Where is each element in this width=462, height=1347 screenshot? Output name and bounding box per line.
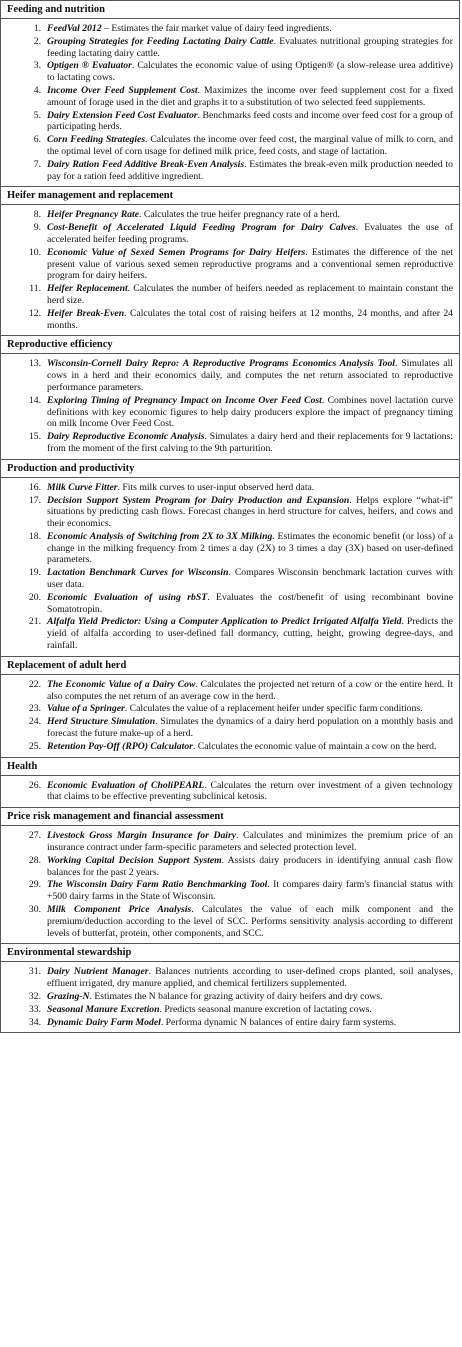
item-text: [47, 134, 453, 158]
tool-title: Dairy Extension Feed Cost Evaluator: [47, 109, 198, 121]
tool-title: Alfalfa Yield Predictor: Using a Computer Application to Predict Irrigated Alfalfa Yield: [47, 616, 402, 628]
tool-title: Milk Curve Fitter: [47, 481, 118, 493]
tool-description: . Simulates a dairy herd and their replacements for 9 lactations: from the moment of the first calving to the 9th parturition.: [47, 431, 453, 454]
tool-title: Dynamic Dairy Farm Model: [47, 1016, 161, 1028]
tool-title: Heifer Pregnancy Rate: [47, 209, 140, 221]
list-item: [7, 966, 453, 990]
item-text: [47, 531, 453, 566]
item-text: [47, 879, 453, 903]
item-number: 9.: [33, 222, 41, 234]
tool-description: . Evaluates nutritional grouping strategies for feeding lactating dairy cattle.: [47, 35, 454, 59]
list-item: [7, 780, 453, 804]
item-number: 14.: [28, 394, 41, 406]
list-item: [7, 716, 453, 740]
tool-description: . Balances nutrients according to user-defined crops planted, soil analyses, effluent irrigated, dry manure applied, and chemical fertilizers supplemented.: [47, 966, 453, 990]
tool-title: Dairy Reproductive Economic Analysis: [47, 431, 205, 443]
item-number: 7.: [33, 158, 41, 170]
tool-title: Economic Evaluation of CholiPEARL: [47, 779, 205, 791]
item-text: [47, 247, 453, 282]
section-body: [1, 675, 459, 757]
tool-title: Exploring Timing of Pregnancy Impact on Income Over Feed Cost: [47, 394, 322, 406]
item-number: 22.: [28, 678, 41, 690]
tool-title: Value of a Springer: [47, 703, 125, 715]
item-text: [47, 209, 453, 221]
tool-description: . Calculates the number of heifers needed as replacement to maintain constant the herd size.: [47, 283, 453, 306]
item-number: 23.: [28, 703, 41, 715]
list-item: [7, 855, 453, 879]
section-heading: Replacement of adult herd: [1, 656, 459, 675]
tool-description: . Estimates the difference of the net present value of various sexed semen reproductive programs and a conventional semen reproductive program for dairy heifers.: [47, 246, 453, 282]
item-number: 33.: [28, 1003, 41, 1015]
tool-title: Heifer Replacement: [47, 283, 128, 295]
item-number: 5.: [33, 109, 41, 121]
tool-description: . Calculates the income over feed cost, the marginal value of milk to corn, and the optimal level of corn usage for defined milk price, feed costs, and stage of lactation.: [47, 134, 453, 157]
section-heading: Production and productivity: [1, 459, 459, 478]
list-item: [7, 85, 453, 109]
tool-title: Grouping Strategies for Feeding Lactating Dairy Cattle: [47, 35, 274, 47]
item-number: 32.: [28, 991, 41, 1002]
tool-title: Corn Feeding Strategies: [47, 134, 146, 146]
tool-description: – Estimates the fair market value of dairy feed ingredients.: [101, 23, 332, 34]
item-text: [47, 741, 453, 753]
tool-title: The Wisconsin Dairy Farm Ratio Benchmarking Tool: [47, 879, 268, 891]
tool-description: . Simulates all cows in a herd and their economics daily, and computes the net return associated to reproductive performance parameters.: [47, 358, 453, 393]
tool-title: Livestock Gross Margin Insurance for Dairy: [47, 830, 237, 842]
item-number: 24.: [28, 716, 41, 728]
item-text: [47, 592, 453, 616]
tool-description: . Calculates the true heifer pregnancy rate of a herd.: [139, 209, 340, 221]
item-text: [47, 966, 453, 990]
tool-description: . It compares dairy farm's financial status with +500 dairy farms in the State of Wisconsin.: [47, 879, 453, 903]
tool-description: . Estimates the economic benefit (or loss) of a change in the milking frequency from 2 times a day (2X) to 3 times a day (3X) based on user-defined parameters.: [47, 530, 453, 566]
tool-title: FeedVal 2012: [47, 23, 102, 34]
tool-title: Wisconsin-Cornell Dairy Repro: A Reproductive Programs Economics Analysis Tool: [47, 358, 395, 370]
section-heading: Environmental stewardship: [1, 943, 459, 962]
tool-description: . Calculates the economic value of using Optigen® (a slow-release urea additive) to lactating cows.: [47, 60, 454, 84]
item-text: [47, 308, 453, 332]
item-number: 18.: [28, 530, 41, 542]
item-text: [47, 60, 453, 84]
tool-description: . Calculates the projected net return of a cow or the entire herd. It also computes the net return of an average cow in the herd.: [47, 678, 453, 702]
list-item: [7, 703, 453, 715]
item-text: [47, 1004, 453, 1016]
tool-title: Working Capital Decision Support System: [47, 854, 222, 866]
item-number: 29.: [28, 879, 41, 891]
tool-title: Milk Component Price Analysis: [47, 904, 192, 916]
list-item: [7, 431, 453, 455]
tool-description: . Calculates the economic value of maintain a cow on the herd.: [192, 740, 437, 752]
section-body: [1, 478, 459, 656]
tool-title: Income Over Feed Supplement Cost: [47, 84, 198, 96]
item-text: [47, 222, 453, 246]
section-body: [1, 205, 459, 335]
item-text: [47, 358, 453, 393]
tool-title: Grazing-N: [47, 991, 90, 1002]
tool-description: . Predicts the yield of alfalfa according to user-defined fall dormancy, cutting, height, growing degree-days, and rainfall.: [47, 616, 453, 652]
item-text: [47, 395, 453, 430]
item-number: 31.: [28, 966, 41, 978]
item-number: 15.: [28, 431, 41, 443]
list-item: [7, 1017, 453, 1029]
section-heading: Heifer management and replacement: [1, 186, 459, 205]
list-item: [7, 209, 453, 221]
tool-description: . Helps explore “what-if” situations by predicting cash flows. Forecast changes in herd structure for calves, heifers, and cows and their economics.: [47, 494, 453, 530]
tool-description: . Predicts seasonal manure excretion of lactating cows.: [159, 1003, 372, 1015]
tool-description: . Calculates and minimizes the premium price of an insurance contract under farm-specific parameters and selected protection level.: [47, 830, 453, 854]
list-item: [7, 1004, 453, 1016]
section-body: [1, 962, 459, 1032]
section-heading: Feeding and nutrition: [1, 0, 459, 19]
tool-title: Heifer Break-Even: [47, 307, 125, 319]
section-body: [1, 776, 459, 808]
list-item: [7, 308, 453, 332]
list-item: [7, 482, 453, 494]
tool-description: . Assists dairy producers in identifying annual cash flow balances for the past 2 years.: [47, 854, 453, 878]
tool-description: . Simulates the dynamics of a dairy herd population on a monthly basis and forecast the future make-up of a herd.: [47, 716, 453, 740]
item-number: 28.: [28, 854, 41, 866]
item-text: [47, 1017, 453, 1029]
item-number: 11.: [29, 283, 41, 295]
item-text: [47, 780, 453, 804]
tool-description: . Evaluates the cost/benefit of using recombinant bovine Somatotropin.: [47, 591, 453, 615]
item-text: [47, 283, 453, 307]
item-text: [47, 830, 453, 854]
list-item: [7, 110, 453, 134]
item-number: 16.: [28, 481, 41, 493]
section-body: [1, 826, 459, 943]
section-heading: Price risk management and financial assessment: [1, 807, 459, 826]
item-number: 3.: [33, 60, 41, 72]
item-text: [47, 991, 453, 1003]
tool-title: Retention Pay-Off (RPO) Calculator: [47, 740, 193, 752]
tool-title: Herd Structure Simulation: [47, 716, 156, 728]
item-number: 13.: [28, 358, 41, 370]
list-item: [7, 23, 453, 35]
item-text: [47, 679, 453, 703]
tool-description: . Combines novel lactation curve definitions with key economic figures to help dairy producers explore the impact of pregnancy timing on milk Income Over Feed Cost.: [47, 394, 454, 430]
item-number: 12.: [28, 307, 41, 319]
tool-title: Dairy Ration Feed Additive Break-Even Analysis: [47, 158, 245, 170]
list-item: [7, 247, 453, 282]
tool-description: . Calculates the total cost of raising heifers at 12 months, 24 months, and after 24 months.: [47, 307, 454, 331]
tool-description: . Benchmarks feed costs and income over feed cost for a group of participating herds.: [47, 109, 453, 133]
tool-title: Cost-Benefit of Accelerated Liquid Feeding Program for Dairy Calves: [47, 222, 356, 234]
tool-title: Economic Evaluation of using rbST: [47, 591, 208, 603]
item-text: [47, 36, 453, 60]
item-text: [47, 482, 453, 494]
list-item: [7, 395, 453, 430]
tool-title: Optigen ® Evaluator: [47, 60, 132, 72]
item-text: [47, 855, 453, 879]
list-item: [7, 60, 453, 84]
item-number: 20.: [28, 591, 41, 603]
tool-title: Economic Analysis of Switching from 2X to 3X Milking: [47, 530, 273, 542]
tool-description: . Estimates the break-even milk production needed to pay for a ration feed additive ingredient.: [47, 158, 453, 182]
item-text: [47, 23, 453, 35]
item-text: [47, 495, 453, 530]
list-item: [7, 283, 453, 307]
item-text: [47, 567, 453, 591]
tool-description: . Performa dynamic N balances of entire dairy farm systems.: [160, 1016, 397, 1028]
tool-title: Lactation Benchmark Curves for Wisconsin: [47, 567, 229, 579]
list-item: [7, 222, 453, 246]
item-number: 8.: [33, 209, 41, 221]
item-number: 21.: [28, 616, 41, 628]
list-item: [7, 879, 453, 903]
list-item: [7, 36, 453, 60]
section-body: [1, 19, 459, 186]
list-item: [7, 567, 453, 591]
item-number: 26.: [28, 779, 41, 791]
item-number: 10.: [28, 246, 41, 258]
item-text: [47, 616, 453, 651]
list-item: [7, 134, 453, 158]
list-item: [7, 159, 453, 183]
item-text: [47, 716, 453, 740]
list-item: [7, 991, 453, 1003]
item-text: [47, 703, 453, 715]
tool-description: . Calculates the return over investment of a given technology that claims to be effective preventing subclinical ketosis.: [47, 779, 453, 803]
tool-description: . Compares Wisconsin benchmark lactation curves with user data.: [47, 567, 453, 591]
item-number: 30.: [28, 904, 41, 916]
list-item: [7, 830, 453, 854]
tool-description: . Estimates the N balance for grazing activity of dairy heifers and dry cows.: [89, 991, 383, 1002]
section-body: [1, 354, 459, 458]
item-number: 19.: [28, 567, 41, 579]
list-item: [7, 358, 453, 393]
item-number: 1.: [33, 23, 41, 34]
item-text: [47, 110, 453, 134]
tool-title: Dairy Nutrient Manager: [47, 966, 149, 978]
list-item: [7, 495, 453, 530]
tool-description: . Maximizes the income over feed supplement cost for a fixed amount of forage used in the diet and graphs it to a substitution of two selected feed supplements.: [47, 84, 454, 108]
list-item: [7, 616, 453, 651]
item-text: [47, 431, 453, 455]
item-number: 17.: [28, 494, 41, 506]
tool-description: . Evaluates the use of accelerated heifer feeding programs.: [47, 222, 453, 245]
section-heading: Reproductive efficiency: [1, 335, 459, 354]
tool-description: . Fits milk curves to user-input observed herd data.: [117, 481, 315, 493]
tool-description: . Calculates the value of a replacement heifer under specific farm conditions.: [124, 703, 423, 715]
list-item: [7, 679, 453, 703]
item-text: [47, 904, 453, 939]
tool-title: Economic Value of Sexed Semen Programs for Dairy Heifers: [47, 246, 306, 258]
list-item: [7, 592, 453, 616]
list-item: [7, 531, 453, 566]
list-item: [7, 904, 453, 939]
item-number: 34.: [28, 1016, 41, 1028]
item-number: 27.: [28, 830, 41, 842]
list-item: [7, 741, 453, 753]
item-number: 25.: [28, 740, 41, 752]
item-number: 2.: [33, 35, 41, 47]
item-number: 4.: [33, 84, 41, 96]
section-heading: Health: [1, 757, 459, 776]
item-number: 6.: [33, 134, 41, 146]
tool-title: The Economic Value of a Dairy Cow: [47, 678, 196, 690]
tool-description: . Calculates the value of each milk component and the premium/deduction according to the level of SCC. Performs sensitivity analysis according to different levels of butterfat, protein, other components, and SCC.: [47, 904, 453, 939]
item-text: [47, 159, 453, 183]
tool-title: Seasonal Manure Excretion: [47, 1003, 160, 1015]
item-text: [47, 85, 453, 109]
tool-title: Decision Support System Program for Dairy Production and Expansion: [47, 494, 350, 506]
